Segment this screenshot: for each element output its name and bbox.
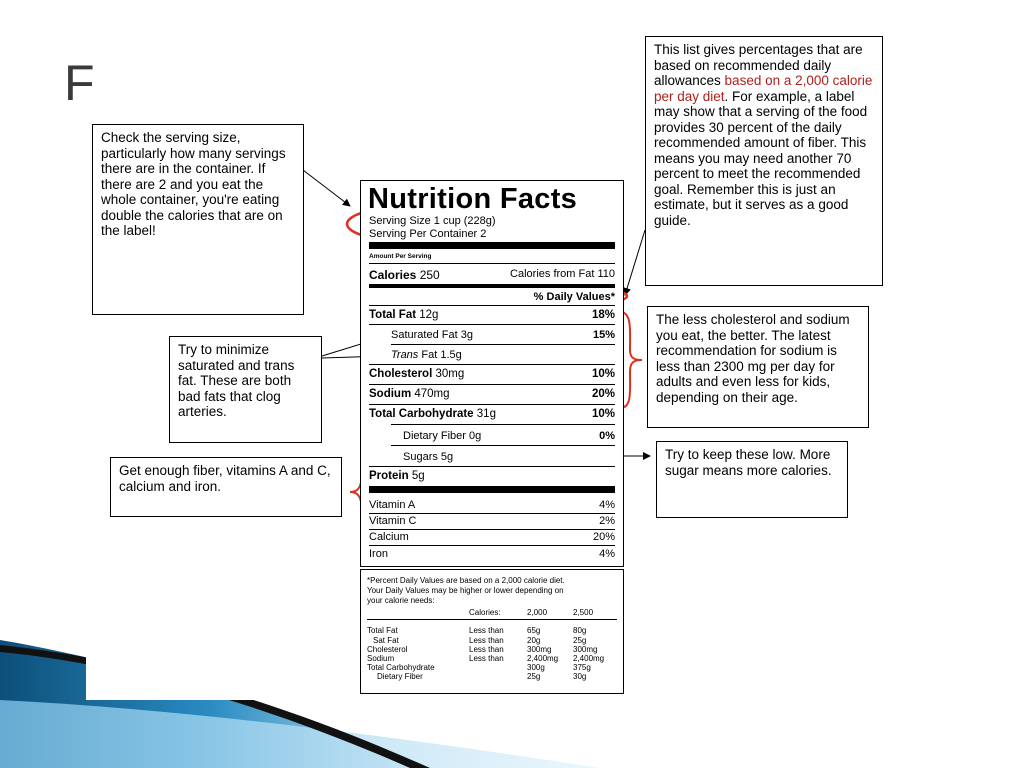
footnote-box: [360, 569, 624, 694]
carbohydrate-amount: 31g: [476, 408, 496, 420]
footnote-value-2000: 20g: [527, 636, 541, 645]
cholesterol-label: Cholesterol: [369, 368, 433, 380]
arrow-serving: [303, 170, 350, 206]
vitamin-a-pct: 4%: [599, 499, 615, 511]
calories-value: 250: [419, 268, 440, 282]
serving-size: Serving Size 1 cup (228g): [369, 215, 496, 227]
dietary-fiber-pct: 0%: [599, 430, 615, 442]
footnote-nutrient: Sodium: [367, 654, 395, 663]
total-fat-label: Total Fat: [369, 309, 417, 321]
calories-label: Calories: [369, 268, 417, 282]
divider: [369, 364, 615, 365]
carbohydrate-pct: 10%: [591, 408, 615, 420]
nutrition-facts-label: [360, 180, 624, 567]
divider: [369, 404, 615, 405]
divider: [391, 344, 615, 345]
divider: [369, 324, 615, 325]
divider: [391, 445, 615, 446]
calories-from-fat: Calories from Fat 110: [510, 268, 615, 280]
divider-medium: [369, 284, 615, 288]
callout-fiber-vitamins: Get enough fiber, vitamins A and C, calcium and iron.: [110, 457, 342, 517]
daily-values-header: % Daily Values*: [533, 291, 615, 303]
row-sugars: [369, 451, 615, 463]
footnote-value-2500: 375g: [573, 663, 591, 672]
arrow-daily-values: [625, 230, 645, 295]
divider: [369, 305, 615, 306]
daily-values-text-red: based on a 2,000 calorie per day diet: [654, 73, 873, 104]
divider: [369, 513, 615, 514]
footnote-nutrient: Total Carbohydrate: [367, 663, 435, 672]
saturated-fat-label: Saturated Fat 3g: [391, 329, 473, 341]
sodium-pct: 20%: [591, 388, 615, 400]
footnote-nutrient: Sat Fat: [373, 636, 399, 645]
calcium-pct: 20%: [592, 531, 615, 543]
divider: [369, 466, 615, 467]
servings-per-container: Serving Per Container 2: [369, 228, 487, 240]
total-fat-pct: 18%: [591, 309, 615, 321]
row-carbohydrate: [369, 408, 615, 420]
slide-title: F: [64, 55, 95, 111]
footnote-line-2: Your Daily Values may be higher or lower depending on: [367, 586, 564, 595]
row-cholesterol: [369, 368, 615, 380]
row-sodium: [369, 388, 615, 400]
protein-label: Protein: [369, 470, 409, 482]
trans-fat-italic: Trans: [391, 349, 419, 361]
sugars-label: Sugars 5g: [403, 451, 454, 463]
row-calcium: [369, 531, 615, 543]
daily-values-text-2: . For example, a label may show that a serving of the food provides 30 percent of the daily recommended amount of fiber. This means you may need another 70 percent to meet the recommended goal. Remember this is just an estimate, but it serves as a good guide.: [654, 88, 868, 228]
protein-amount: 5g: [411, 470, 425, 482]
divider: [369, 529, 615, 530]
footnote-value-2500: 300mg: [573, 645, 598, 654]
footnote-header-calories: Calories:: [469, 608, 501, 617]
row-iron: [369, 548, 615, 560]
daily-values-text-1: This list gives percentages that are based on recommended daily allowances: [654, 42, 863, 88]
total-fat-amount: 12g: [419, 309, 439, 321]
footnote-value-2500: 25g: [573, 636, 587, 645]
row-dietary-fiber: [369, 430, 615, 442]
vitamin-c-pct: 2%: [599, 515, 615, 527]
divider: [391, 424, 615, 425]
vitamin-a-label: Vitamin A: [369, 499, 416, 511]
footnote-value-2000: 300g: [527, 663, 545, 672]
nutrition-facts-title: Nutrition Facts: [368, 183, 578, 215]
footnote-value-2000: 25g: [527, 672, 541, 681]
callout-cholesterol-sodium: The less cholesterol and sodium you eat, the better. The latest recommendation for sodium is less than 2300 mg per day for adults and even less for kids, depending on their age.: [647, 306, 869, 428]
row-trans-fat: [369, 349, 615, 361]
footnote-limit: Less than: [469, 636, 504, 645]
divider-thick: [369, 486, 615, 493]
calcium-label: Calcium: [369, 531, 409, 543]
footnote-header-2000: 2,000: [527, 608, 548, 617]
divider: [369, 384, 615, 385]
footnote-value-2000: 300mg: [527, 645, 552, 654]
footnote-nutrient: Dietary Fiber: [377, 672, 423, 681]
iron-pct: 4%: [599, 548, 615, 560]
callout-daily-values: [645, 36, 883, 286]
divider-thick: [369, 242, 615, 249]
footnote-value-2500: 30g: [573, 672, 587, 681]
footnote-limit: Less than: [469, 645, 504, 654]
amount-per-serving: Amount Per Serving: [369, 253, 432, 260]
vitamin-c-label: Vitamin C: [369, 515, 417, 527]
callout-serving-size: Check the serving size, particularly how many servings there are in the container. If there are 2 and you eat the whole container, you're eating double the calories that are on the label!: [92, 124, 304, 315]
trans-fat-rest: Fat 1.5g: [421, 349, 462, 361]
footnote-header-2500: 2,500: [573, 608, 594, 617]
footnote-value-2500: 80g: [573, 626, 587, 635]
divider: [369, 263, 615, 264]
carbohydrate-label: Total Carbohydrate: [369, 408, 474, 420]
cholesterol-amount: 30mg: [435, 368, 465, 380]
row-vitamin-c: [369, 515, 615, 527]
row-saturated-fat: [369, 329, 615, 341]
footnote-value-2000: 65g: [527, 626, 541, 635]
sodium-amount: 470mg: [414, 388, 450, 400]
footnote-nutrient: Cholesterol: [367, 645, 408, 654]
footnote-value-2500: 2,400mg: [573, 654, 605, 663]
footnote-line-1: *Percent Daily Values are based on a 2,000 calorie diet.: [367, 576, 565, 585]
row-vitamin-a: [369, 499, 615, 511]
saturated-fat-pct: 15%: [592, 329, 615, 341]
calories-row: [369, 268, 615, 282]
footnote-line-3: your calorie needs:: [367, 596, 435, 605]
callout-fats: Try to minimize saturated and trans fat. These are both bad fats that clog arteries.: [169, 336, 322, 443]
callout-sugars: Try to keep these low. More sugar means more calories.: [656, 441, 848, 518]
row-total-fat: [369, 309, 615, 321]
footnote-nutrient: Total Fat: [367, 626, 398, 635]
divider: [369, 545, 615, 546]
footnote-limit: Less than: [469, 626, 504, 635]
footnote-divider: [367, 619, 617, 620]
sodium-label: Sodium: [369, 388, 412, 400]
cholesterol-pct: 10%: [591, 368, 615, 380]
footnote-value-2000: 2,400mg: [527, 654, 559, 663]
footnote-limit: Less than: [469, 654, 504, 663]
dietary-fiber-label: Dietary Fiber 0g: [403, 430, 482, 442]
row-protein: [369, 470, 615, 482]
iron-label: Iron: [369, 548, 388, 560]
